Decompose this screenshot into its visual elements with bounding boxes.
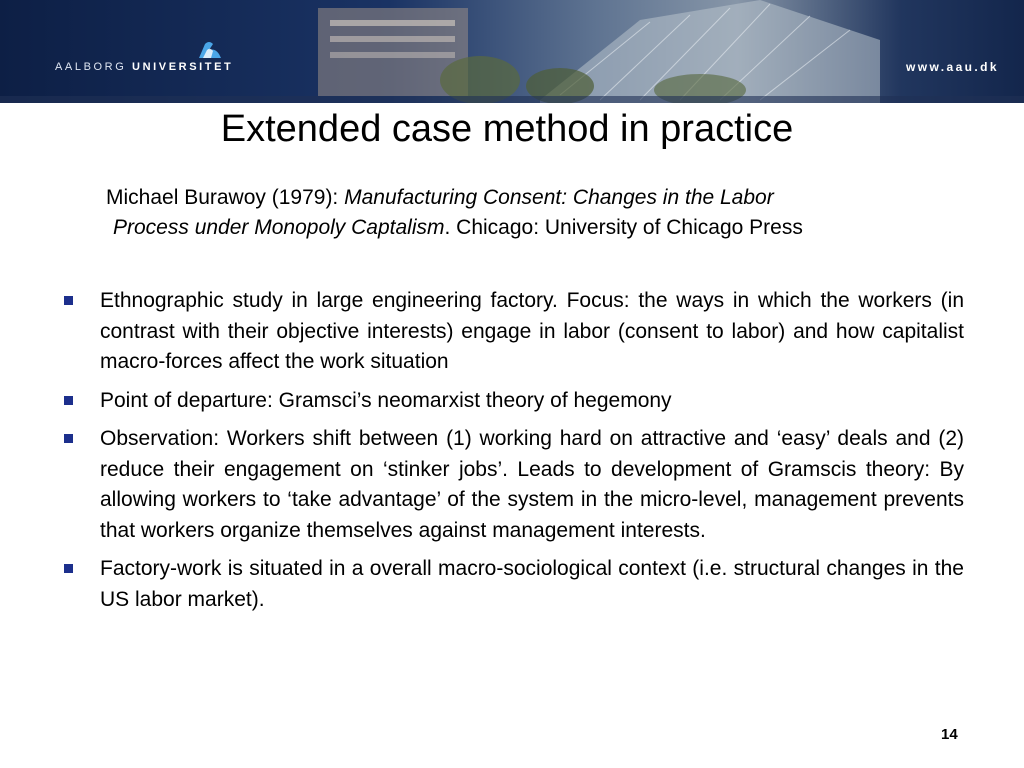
citation-book-title-cont: Process under Monopoly Captalism [113,216,445,239]
square-bullet-icon [64,564,73,573]
bullet-item [60,554,964,615]
bullet-item [60,286,964,378]
square-bullet-icon [64,396,73,405]
bullet-text: Factory-work is situated in a overall macro-sociological context (i.e. structural changes in the US labor market). [100,557,964,611]
citation-line-2 [106,213,976,243]
bullet-text: Observation: Workers shift between (1) working hard on attractive and ‘easy’ deals and (2) reduce their engagement on ‘stinker jobs’. Leads to development of Gramscis theory: By allowing workers to ‘take advantage’ of the system in the micro-level, management prevents that workers organize themselves against management interests. [100,427,964,542]
bullet-item [60,386,964,417]
slide-title: Extended case method in practice [220,108,794,150]
square-bullet-icon [64,434,73,443]
bullet-text: Point of departure: Gramsci’s neomarxist theory of hegemony [100,388,672,412]
page-number: 14 [941,726,958,743]
square-bullet-icon [64,296,73,305]
citation-publisher: . Chicago: University of Chicago Press [444,216,803,239]
website-url: www.aau.dk [906,60,999,74]
citation-book-title: Manufacturing Consent: Changes in the Labor [344,186,774,209]
university-logo-text: AALBORG UNIVERSITET [55,61,234,73]
bullet-text: Ethnographic study in large engineering factory. Focus: the ways in which the workers (in contrast with their objective interests) engage in labor (consent to labor) and how capitalist macro-forces affect the work situation [100,289,964,373]
campus-building-photo [0,0,1024,103]
citation [106,183,976,243]
university-logo-mark [197,40,223,60]
bullet-list [60,286,964,623]
header-banner [0,0,1024,103]
citation-author: Michael Burawoy (1979): [106,186,345,209]
bullet-item [60,424,964,546]
